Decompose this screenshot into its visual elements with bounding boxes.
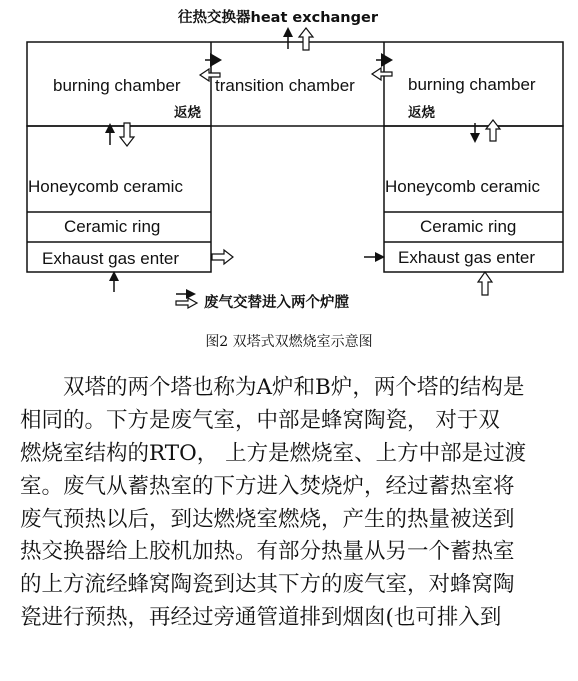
legend-label: 废气交替进入两个炉膛 <box>204 295 349 311</box>
right-burning-chamber-label: burning chamber <box>408 75 536 94</box>
paragraph-line: 双塔的两个塔也称为A炉和B炉，两个塔的结构是 <box>63 375 525 400</box>
heat-exchanger-arrows <box>283 27 313 50</box>
rto-diagram <box>0 0 578 320</box>
heat-exchanger-label: 往热交换器heat exchanger <box>178 10 378 26</box>
left-ceramic-ring-label: Ceramic ring <box>64 217 161 236</box>
paragraph-line: 废气预热以后，到达燃烧室燃烧，产生的热量被送到 <box>20 506 515 532</box>
left-burning-chamber-cn: 返烧 <box>174 105 201 121</box>
figure-caption: 图2 双塔式双燃烧室示意图 <box>205 334 373 350</box>
body-paragraph <box>20 372 576 635</box>
right-tower-arrows <box>470 120 500 143</box>
left-honeycomb-label: Honeycomb ceramic <box>28 177 183 196</box>
paragraph-line: 燃烧室结构的RTO， 上方是燃烧室、上方中部是过渡 <box>20 440 527 466</box>
paragraph-line: 的上方流经蜂窝陶瓷到达其下方的废气室，对蜂窝陶 <box>20 572 515 598</box>
right-exhaust-label: Exhaust gas enter <box>398 248 536 267</box>
left-exhaust-label: Exhaust gas enter <box>42 249 180 268</box>
right-chamber-arrows <box>372 53 393 80</box>
transition-chamber-label: transition chamber <box>215 76 355 95</box>
diagram-lines <box>0 0 578 320</box>
paragraph-line: 热交换器给上胶机加热。有部分热量从另一个蓄热室 <box>20 539 515 565</box>
legend-arrows <box>176 289 197 308</box>
left-burning-chamber-label: burning chamber <box>53 76 181 95</box>
right-burning-chamber-cn: 返烧 <box>408 105 435 121</box>
right-ceramic-ring-label: Ceramic ring <box>420 217 517 236</box>
right-honeycomb-label: Honeycomb ceramic <box>385 177 540 196</box>
paragraph-line: 瓷进行预热，再经过旁通管道排到烟囱(也可排入到 <box>20 605 502 631</box>
paragraph-line: 相同的。下方是废气室，中部是蜂窝陶瓷， 对于双 <box>20 407 500 433</box>
paragraph-line: 室。废气从蓄热室的下方进入焚烧炉，经过蓄热室将 <box>20 473 515 499</box>
